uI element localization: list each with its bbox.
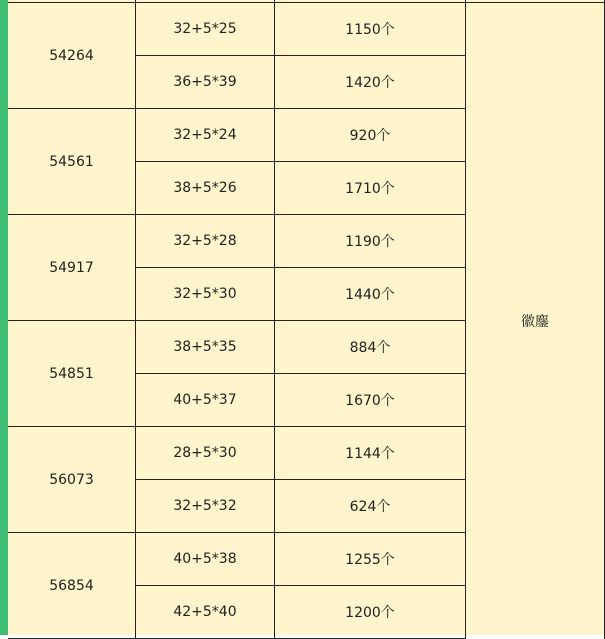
spec-cell[interactable]: 32+5*24: [136, 109, 275, 162]
spec-cell[interactable]: 32+5*32: [136, 480, 275, 533]
spec-cell[interactable]: 32+5*25: [136, 3, 275, 56]
spec-cell[interactable]: 36+5*39: [136, 56, 275, 109]
quantity-cell[interactable]: 1255个: [275, 533, 466, 586]
quantity-cell[interactable]: 920个: [275, 109, 466, 162]
quantity-cell[interactable]: 1200个: [275, 586, 466, 639]
model-id-cell[interactable]: 54561: [8, 109, 136, 215]
quantity-cell[interactable]: 1710个: [275, 162, 466, 215]
spec-cell[interactable]: 40+5*38: [136, 533, 275, 586]
quantity-cell[interactable]: 1440个: [275, 268, 466, 321]
quantity-cell[interactable]: 1190个: [275, 215, 466, 268]
quantity-cell[interactable]: 1150个: [275, 3, 466, 56]
spec-cell[interactable]: 32+5*30: [136, 268, 275, 321]
model-id-cell[interactable]: 54264: [8, 3, 136, 109]
sheet-left-edge: [0, 0, 8, 635]
quantity-cell[interactable]: 1420个: [275, 56, 466, 109]
quantity-cell[interactable]: 1670个: [275, 374, 466, 427]
spec-cell[interactable]: 32+5*28: [136, 215, 275, 268]
inventory-table: [8, 0, 605, 635]
spec-cell[interactable]: 42+5*40: [136, 586, 275, 639]
model-id-cell[interactable]: 56073: [8, 427, 136, 533]
spec-cell[interactable]: 38+5*35: [136, 321, 275, 374]
spec-cell[interactable]: 38+5*26: [136, 162, 275, 215]
quantity-cell[interactable]: 884个: [275, 321, 466, 374]
model-id-cell[interactable]: 54917: [8, 215, 136, 321]
spec-cell[interactable]: 28+5*30: [136, 427, 275, 480]
quantity-cell[interactable]: 624个: [275, 480, 466, 533]
model-id-cell[interactable]: 56854: [8, 533, 136, 639]
location-cell[interactable]: 徽鏖: [466, 3, 605, 639]
spec-cell[interactable]: 40+5*37: [136, 374, 275, 427]
quantity-cell[interactable]: 1144个: [275, 427, 466, 480]
model-id-cell[interactable]: 54851: [8, 321, 136, 427]
